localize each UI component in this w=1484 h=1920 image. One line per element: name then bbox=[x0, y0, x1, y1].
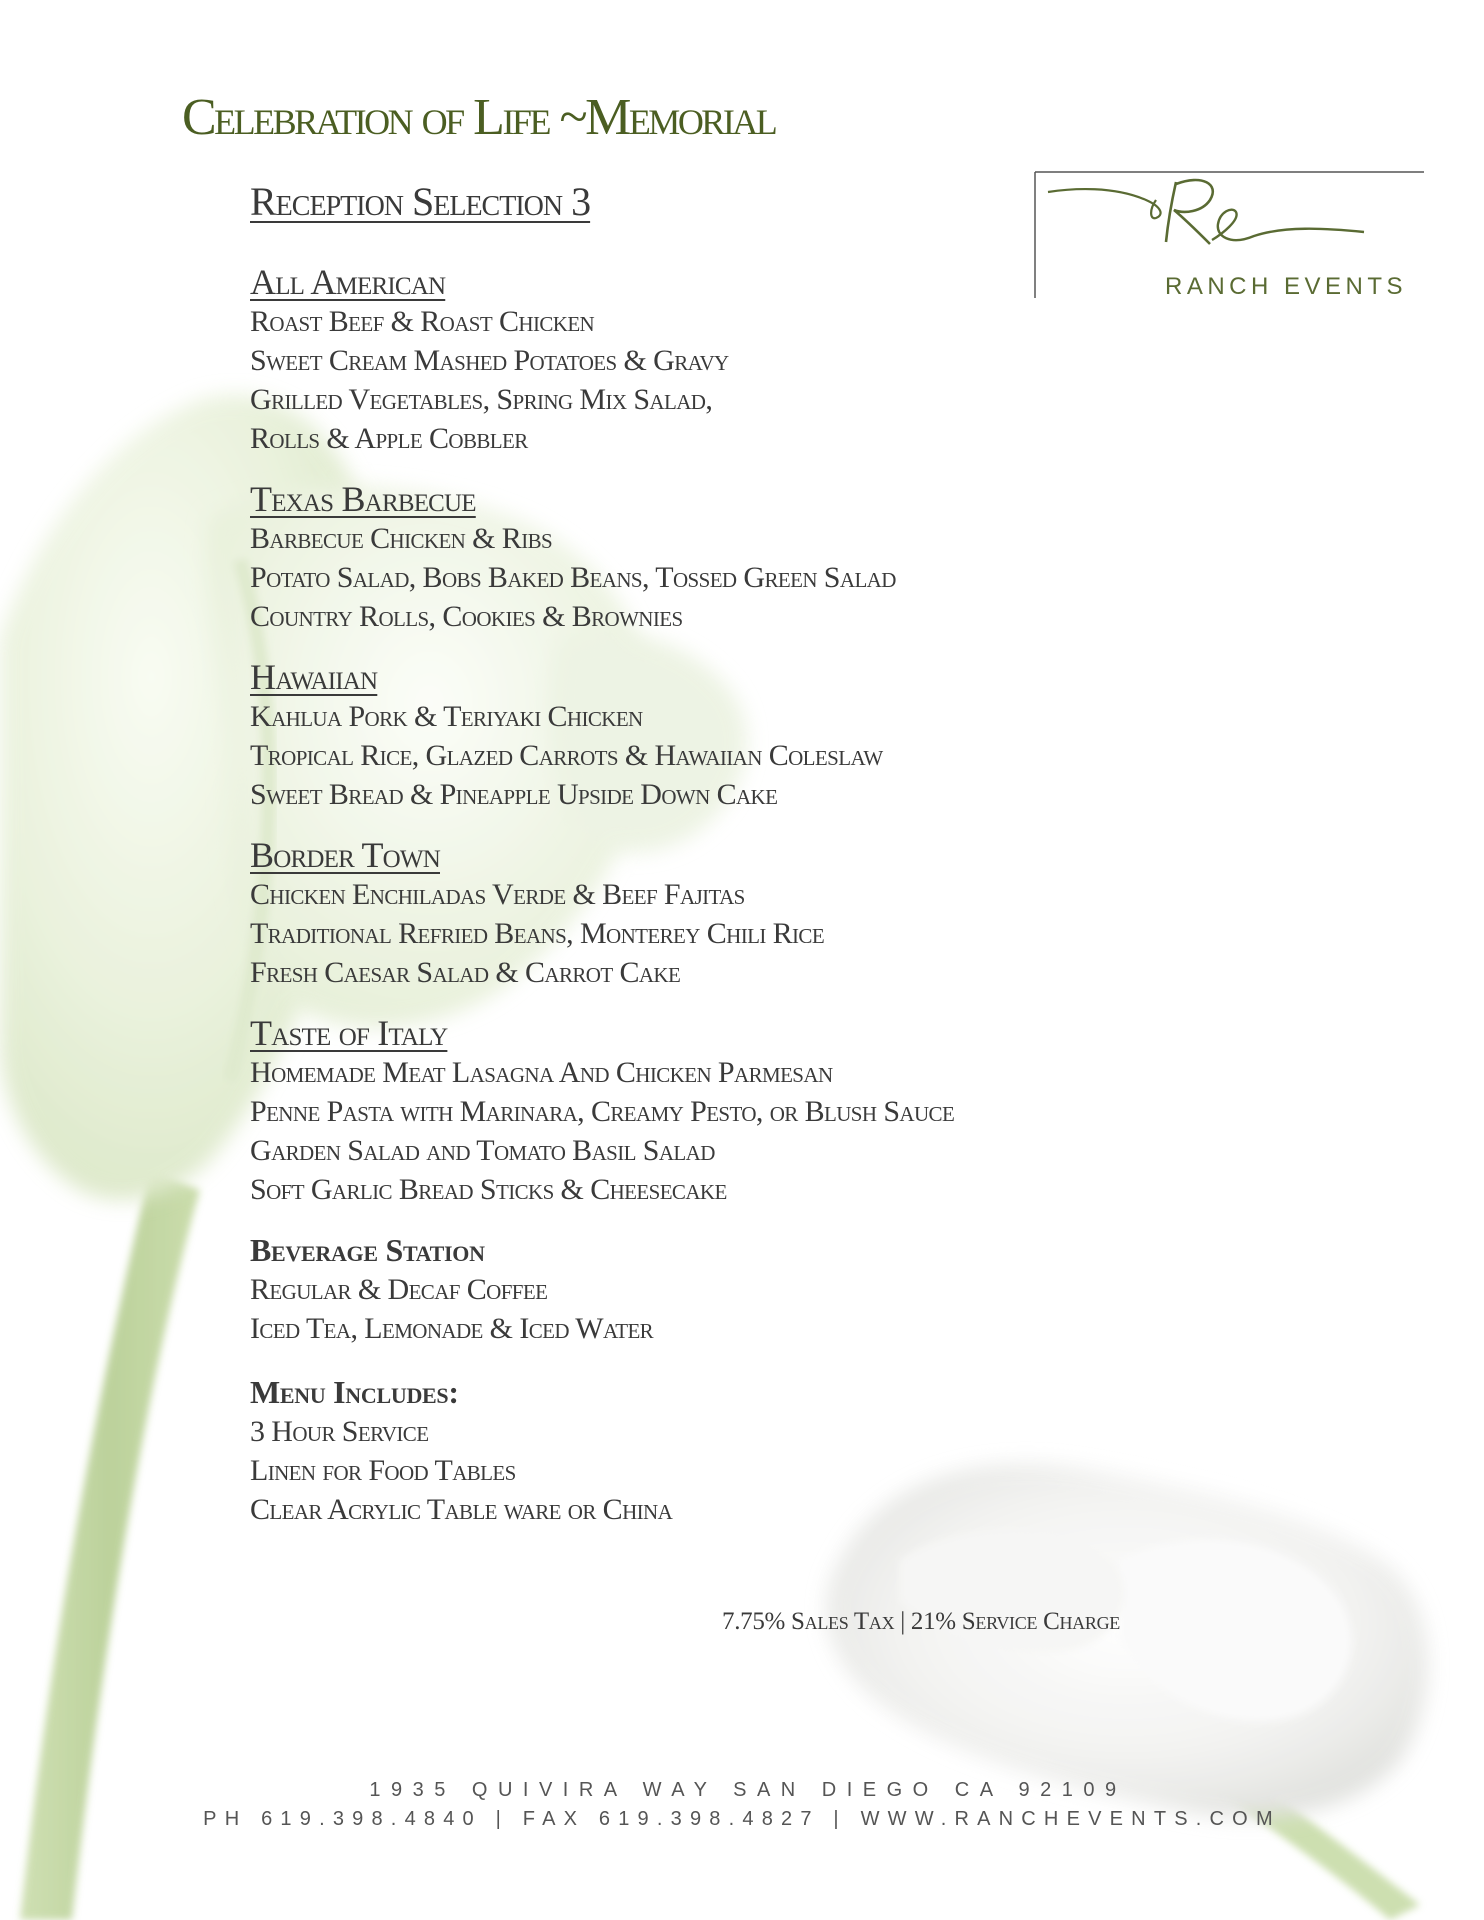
menu-item: Sweet Bread & Pineapple Upside Down Cake bbox=[250, 778, 778, 811]
section-heading: Beverage Station bbox=[250, 1232, 485, 1268]
menu-section bbox=[250, 657, 1250, 814]
footer-address: 1935 QUIVIRA WAY SAN DIEGO CA 92109 bbox=[369, 1779, 1127, 1801]
logo-wordmark: RANCH EVENTS bbox=[1165, 273, 1408, 300]
menu-item: Traditional Refried Beans, Monterey Chili Rice bbox=[250, 917, 825, 950]
menu-section bbox=[250, 1013, 1250, 1209]
menu-section bbox=[250, 1372, 1250, 1529]
menu-item: Potato Salad, Bobs Baked Beans, Tossed Green Salad bbox=[250, 561, 896, 594]
tax-note: 7.75% Sales Tax | 21% Service Charge bbox=[722, 1608, 1120, 1635]
menu-item: Soft Garlic Bread Sticks & Cheesecake bbox=[250, 1173, 727, 1206]
page-title: Celebration of Life ~Memorial bbox=[182, 89, 776, 146]
menu-item: Roast Beef & Roast Chicken bbox=[250, 305, 595, 338]
menu-section bbox=[250, 479, 1250, 636]
menu-item: Linen for Food Tables bbox=[250, 1454, 516, 1487]
menu-section bbox=[250, 1230, 1250, 1348]
page-subtitle: Reception Selection 3 bbox=[250, 179, 591, 224]
menu-item: Sweet Cream Mashed Potatoes & Gravy bbox=[250, 344, 729, 377]
menu-item: Tropical Rice, Glazed Carrots & Hawaiian Coleslaw bbox=[250, 739, 883, 772]
menu-item: Iced Tea, Lemonade & Iced Water bbox=[250, 1312, 654, 1345]
menu-item: Penne Pasta with Marinara, Creamy Pesto, or Blush Sauce bbox=[250, 1095, 955, 1128]
menu-item: Barbecue Chicken & Ribs bbox=[250, 522, 553, 555]
menu-item: Homemade Meat Lasagna And Chicken Parmesan bbox=[250, 1056, 833, 1089]
menu-item: Rolls & Apple Cobbler bbox=[250, 422, 528, 455]
menu-item: Regular & Decaf Coffee bbox=[250, 1273, 548, 1306]
section-heading: Menu Includes: bbox=[250, 1374, 459, 1410]
menu-item: Chicken Enchiladas Verde & Beef Fajitas bbox=[250, 878, 745, 911]
section-heading: Hawaiian bbox=[250, 657, 378, 697]
section-heading: Texas Barbecue bbox=[250, 479, 476, 519]
footer-contact: PH 619.398.4840 | FAX 619.398.4827 | WWW.RANCHEVENTS.COM bbox=[203, 1808, 1281, 1830]
menu-item: Grilled Vegetables, Spring Mix Salad, bbox=[250, 383, 713, 416]
menu-sections bbox=[250, 262, 1250, 1553]
menu-item: Kahlua Pork & Teriyaki Chicken bbox=[250, 700, 643, 733]
menu-item: Garden Salad and Tomato Basil Salad bbox=[250, 1134, 715, 1167]
section-heading: Border Town bbox=[250, 835, 440, 875]
menu-item: Clear Acrylic Table ware or China bbox=[250, 1493, 673, 1526]
menu-section bbox=[250, 835, 1250, 992]
section-heading: All American bbox=[250, 262, 446, 302]
section-heading: Taste of Italy bbox=[250, 1013, 448, 1053]
menu-item: Country Rolls, Cookies & Brownies bbox=[250, 600, 683, 633]
menu-section bbox=[250, 262, 1250, 458]
menu-item: Fresh Caesar Salad & Carrot Cake bbox=[250, 956, 681, 989]
menu-item: 3 Hour Service bbox=[250, 1415, 429, 1448]
